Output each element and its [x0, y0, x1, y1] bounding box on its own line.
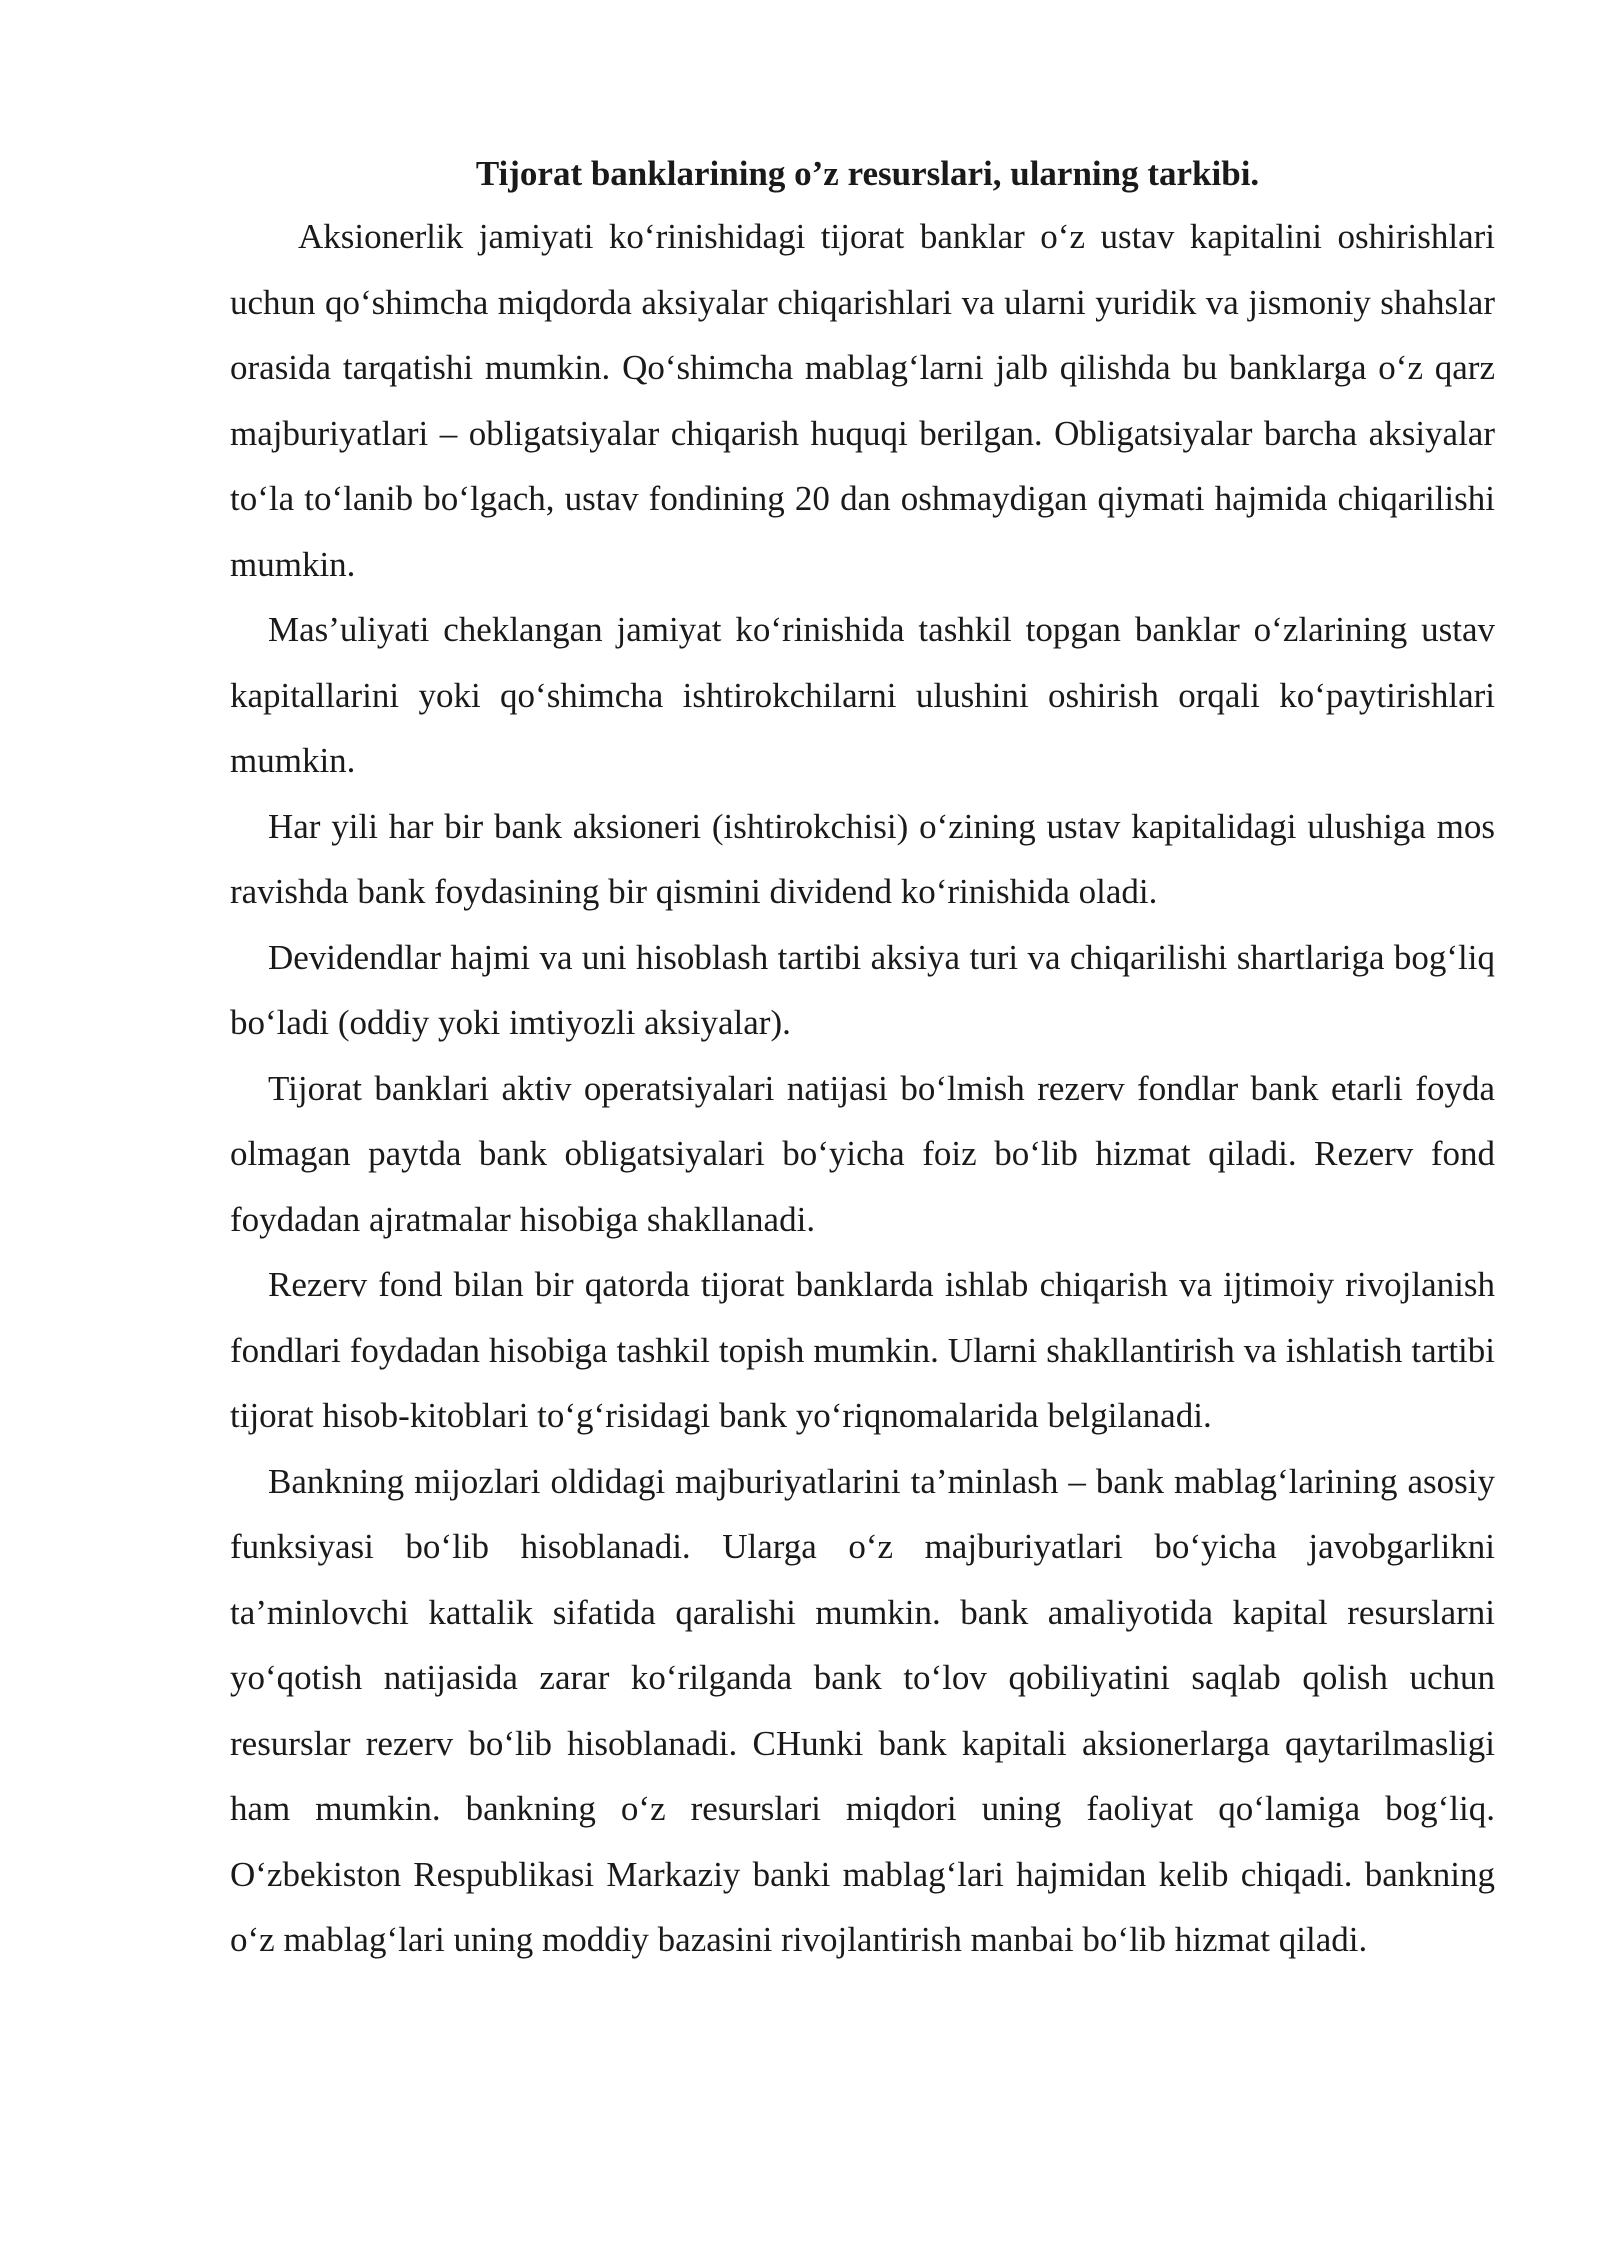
document-page [230, 146, 1495, 1973]
paragraph-share-issuance: Aksionerlik jamiyati ko‘rinishidagi tijorat banklar o‘z ustav kapitalini oshirishlari uchun qo‘shimcha miqdorda aksiyalar chiqarishlari va ularni yuridik va jismoniy shahslar orasida tarqatishi mumkin. Qo‘shimcha mablag‘larni jalb qilishda bu banklarga o‘z qarz majburiyatlari – obligatsiyalar chiqarish huquqi berilgan. Obligatsiyalar barcha aksiyalar to‘la to‘lanib bo‘lgach, ustav fondining 20 dan oshmaydigan qiymati hajmida chiqarilishi mumkin. [230, 217, 1495, 584]
paragraph-reserve-funds: Tijorat banklari aktiv operatsiyalari natijasi bo‘lmish rezerv fondlar bank etarli foyda olmagan paytda bank obligatsiyalari bo‘yicha foiz bo‘lib hizmat qiladi. Rezerv fond foydadan ajratmalar hisobiga shakllanadi. [230, 1068, 1495, 1239]
document-title: Tijorat banklarining o’z resurslari, ularning tarkibi. [475, 154, 1260, 193]
paragraph-obligations: Bankning mijozlari oldidagi majburiyatlarini ta’minlash – bank mablag‘larining asosiy funksiyasi bo‘lib hisoblanadi. Ularga o‘z majburiyatlari bo‘yicha javobgarlikni ta’minlovchi kattalik sifatida qaralishi mumkin. bank amaliyotida kapital resurslarni yo‘qotish natijasida zarar ko‘rilganda bank to‘lov qobiliyatini saqlab qolish uchun resurslar rezerv bo‘lib hisoblanadi. CHunki bank kapitali aksionerlarga qaytarilmasligi ham mumkin. bankning o‘z resurslari miqdori uning faoliyat qo‘lamiga bog‘liq. O‘zbekiston Respublikasi Markaziy banki mablag‘lari hajmidan kelib chiqadi. bankning o‘z mablag‘lari uning moddiy bazasini rivojlantirish manbai bo‘lib hizmat qiladi. [230, 1461, 1495, 1959]
paragraph-dividend-size: Devidendlar hajmi va uni hisoblash tartibi aksiya turi va chiqarilishi shartlariga bog‘liq bo‘ladi (oddiy yoki imtiyozli aksiyalar). [230, 937, 1495, 1042]
paragraph-development-funds: Rezerv fond bilan bir qatorda tijorat banklarda ishlab chiqarish va ijtimoiy rivojlanish fondlari foydadan hisobiga tashkil topish mumkin. Ularni shakllantirish va ishlatish tartibi tijorat hisob-kitoblari to‘g‘risidagi bank yo‘riqnomalarida belgilanadi. [230, 1265, 1495, 1435]
paragraph-llc-capital: Mas’uliyati cheklangan jamiyat ko‘rinishida tashkil topgan banklar o‘zlarining ustav kapitallarini yoki qo‘shimcha ishtirokchilarni ulushini oshirish orqali ko‘paytirishlari mumkin. [230, 610, 1495, 780]
paragraph-dividends: Har yili har bir bank aksioneri (ishtirokchisi) o‘zining ustav kapitalidagi ulushiga mos ravishda bank foydasining bir qismini dividend ko‘rinishida oladi. [230, 806, 1495, 911]
